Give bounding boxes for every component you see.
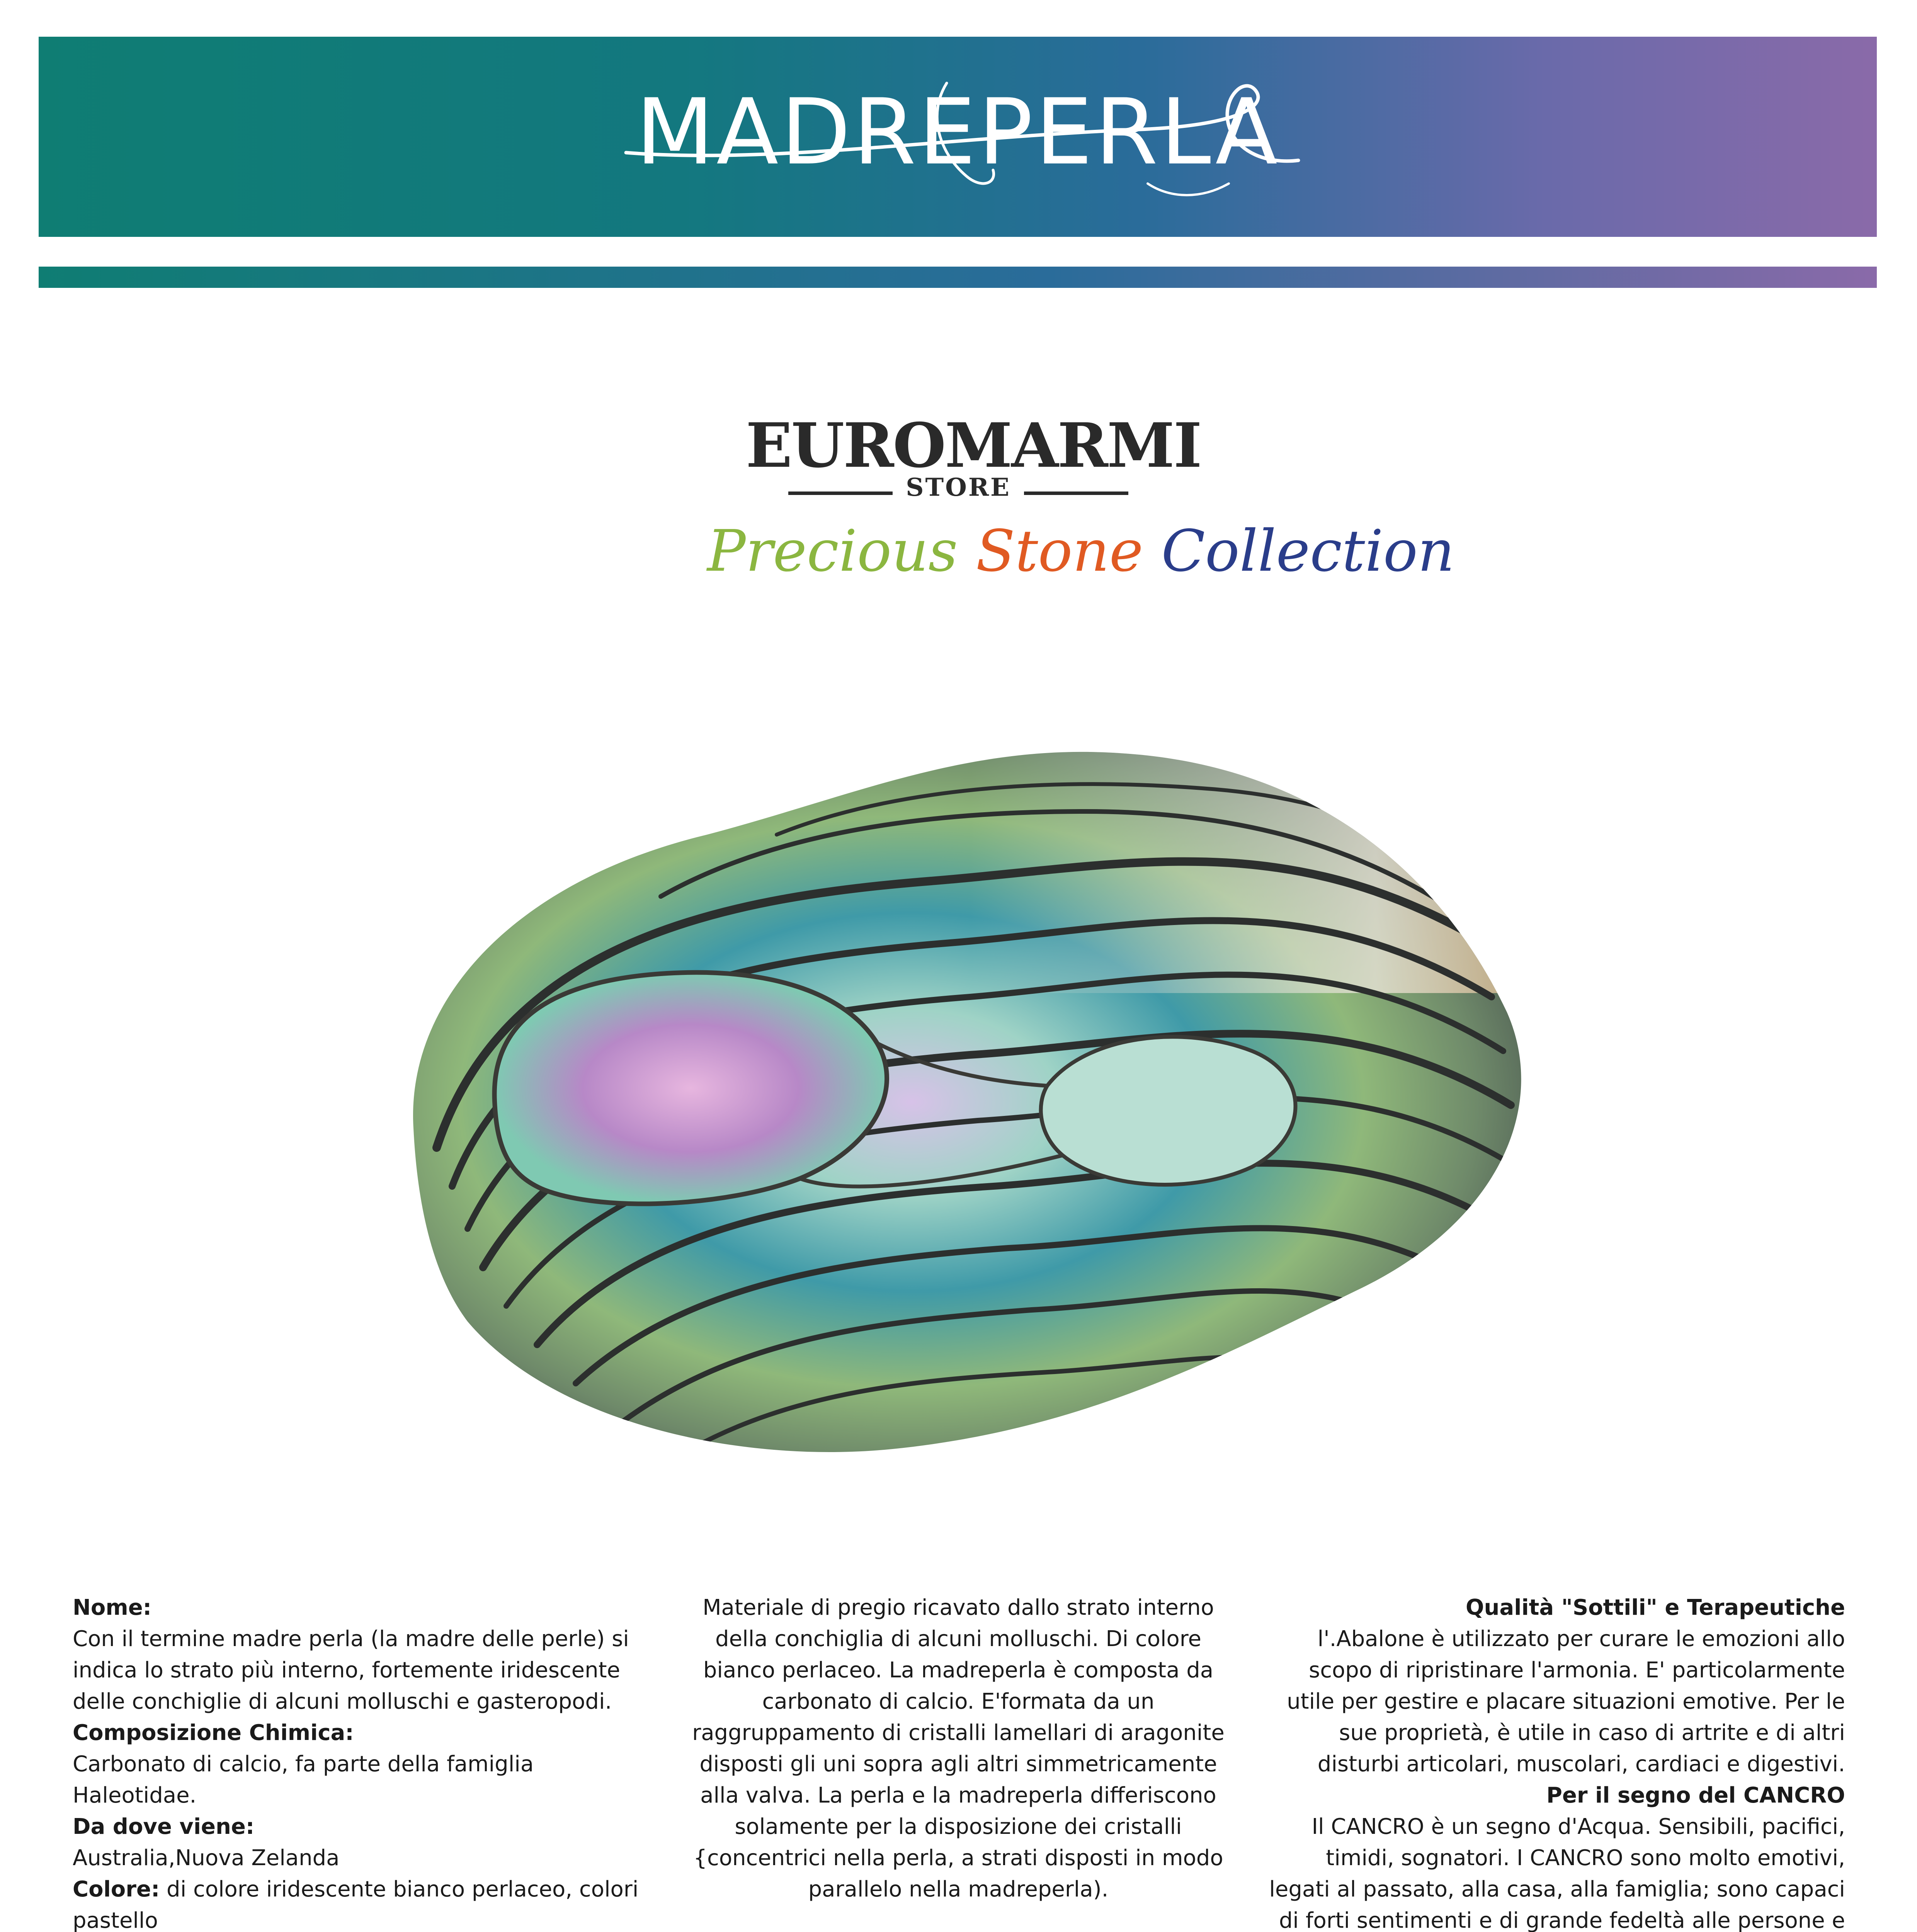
- colore-label: Colore:: [73, 1877, 160, 1902]
- qualita-text: l'.Abalone è utilizzato per curare le emozioni allo scopo di ripristinare l'armonia. E' particolarmente utile per gestire e placare situazioni emotive. Per le sue proprietà, è utile in caso di artrite e di altri disturbi articolari, muscolari, cardiaci e digestivi.: [1287, 1626, 1845, 1777]
- description-text: Materiale di pregio ricavato dallo strato interno della conchiglia di alcuni molluschi. Di colore bianco perlaceo. La madreperla è composta da carbonato di calcio. E'formata da un raggruppamento di cristalli lamellari di aragonite disposti gli uni sopra agli altri simmetricamente alla valva. La perla e la madreperla differiscono solamente per la disposizione dei cristalli {concentrici nella perla, a strati disposti in modo parallelo nella madreperla).: [692, 1595, 1225, 1902]
- segno-heading: Per il segno del CANCRO: [1546, 1783, 1845, 1808]
- colore-text: di colore iridescente bianco perlaceo, colori pastello: [73, 1877, 639, 1932]
- tagline-word-precious: Precious: [707, 518, 958, 584]
- tagline-word-stone: Stone: [976, 518, 1143, 584]
- properties-column: [73, 1592, 641, 1932]
- brand-logo-text: EUROMARMI: [746, 410, 1201, 481]
- logo-rule-left: [788, 492, 893, 495]
- page-title: MADREPERLA: [636, 80, 1280, 185]
- nome-label: Nome:: [73, 1595, 152, 1620]
- logo-rule-right: [1024, 492, 1128, 495]
- header-stripe: [39, 267, 1877, 288]
- provenienza-label: Da dove viene:: [73, 1814, 255, 1839]
- qualita-heading: Qualità "Sottili" e Terapeutiche: [1465, 1595, 1845, 1620]
- description-column: [678, 1592, 1238, 1905]
- qualities-column: [1260, 1592, 1845, 1932]
- calligraphic-swirl-icon: [39, 37, 1877, 237]
- title-banner: [39, 37, 1877, 237]
- brand-logo-store: STORE: [906, 473, 1011, 502]
- nome-text: Con il termine madre perla (la madre delle perle) si indica lo strato più interno, fortemente iridescente delle conchiglie di alcuni molluschi e gasteropodi.: [73, 1626, 629, 1714]
- brand-tagline: [707, 518, 1455, 584]
- composizione-label: Composizione Chimica:: [73, 1720, 354, 1745]
- tagline-word-collection: Collection: [1161, 518, 1455, 584]
- abalone-shell-image: [390, 665, 1550, 1492]
- composizione-text: Carbonato di calcio, fa parte della famiglia Haleotidae.: [73, 1752, 534, 1808]
- segno-text: Il CANCRO è un segno d'Acqua. Sensibili, pacifici, timidi, sognatori. I CANCRO sono molto emotivi, legati al passato, alla casa, alla famiglia; sono capaci di forti sentimenti e di grande fedeltà alle persone e: [1269, 1814, 1845, 1932]
- provenienza-text: Australia,Nuova Zelanda: [73, 1845, 340, 1871]
